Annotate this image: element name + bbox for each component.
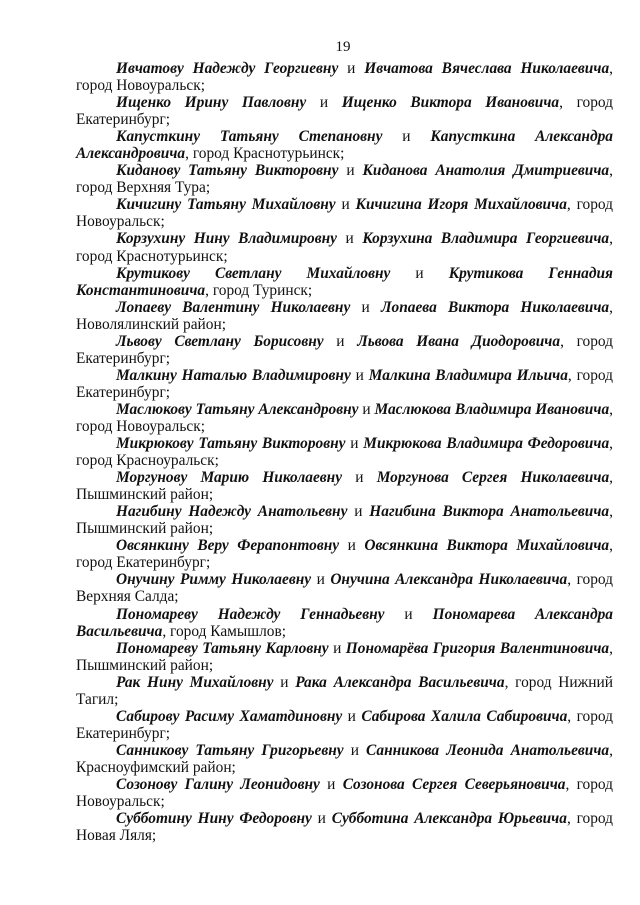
place-name: город Туринск; [212,281,313,299]
wife-name: Рак Нину Михайловну [116,673,274,691]
wife-name: Маслюкову Татьяну Александровну [116,400,359,418]
husband-name: Львова Ивана Диодоровича [357,332,561,350]
list-item: Маслюкову Татьяну Александровну и Маслюкова Владимира Ивановича, город Новоуральск; [76,400,614,435]
place-name: город Краснотурьинск; [76,247,228,265]
list-item: Львову Светлану Борисовну и Львова Ивана Диодоровича, город Екатеринбург; [76,332,613,367]
place-name: Новолялинский район; [76,315,226,333]
wife-name: Созонову Галину Леонидовну [116,775,320,793]
conjunction: и [355,469,364,487]
page-number: 19 [335,39,351,55]
list-item: Онучину Римму Николаевну и Онучина Александра Николаевича, город Верхняя Салда; [76,571,613,606]
husband-name: Рака Александра Васильевича [295,673,505,691]
list-item: Овсянкину Веру Ферапонтовну и Овсянкина Виктора Михайловича, город Екатеринбург; [76,537,613,572]
conjunction: и [347,537,356,555]
husband-name: Моргунова Сергея Николаевича [376,469,610,487]
wife-name: Сабирову Расиму Хаматдиновну [116,707,343,725]
list-item: Субботину Нину Федоровну и Субботина Александра Юрьевича, город Новая Ляля; [76,810,613,845]
wife-name: Крутикову Светлану Михайловну [116,264,391,282]
husband-name: Микрюкова Владимира Федоровича [363,435,610,453]
place-name: город Красноуральск; [76,452,219,470]
husband-name: Санникова Леонида Анатольевича [366,741,610,759]
wife-name: Онучину Римму Николаевну [116,571,312,589]
place-name: Пышминский район; [76,656,214,674]
list-item: Нагибину Надежду Анатольевну и Нагибина Виктора Анатольевича, Пышминский район; [76,503,613,538]
place-name: город Екатеринбург; [76,707,613,742]
husband-name: Кичигина Игоря Михайловича [355,196,567,214]
husband-name: Капусткина Александра Александровича [76,128,614,163]
husband-name: Пономарева Александра Васильевича [76,605,613,640]
husband-name: Крутикова Геннадия Константиновича [76,264,613,299]
list-item: Пономареву Татьяну Карловну и Пономарёва Григория Валентиновича, Пышминский район; [76,639,613,674]
document-body [76,60,613,844]
place-name: город Екатеринбург; [76,366,614,401]
conjunction: и [333,639,342,657]
list-item: Ищенко Ирину Павловну и Ищенко Виктора Ивановича, город Екатеринбург; [76,94,613,129]
list-item: Корзухину Нину Владимировну и Корзухина Владимира Георгиевича, город Краснотурьинск; [76,230,613,265]
wife-name: Малкину Наталью Владимировну [116,366,351,384]
conjunction: и [319,94,329,112]
husband-name: Созонова Сергея Северьяновича [342,775,566,793]
place-name: Красноуфимский район; [76,758,236,776]
list-item: Капусткину Татьяну Степановну и Капусткина Александра Александровича, город Краснотурьинск; [76,128,614,163]
conjunction: и [350,435,359,453]
conjunction: и [415,264,424,282]
list-item: Крутикову Светлану Михайловну и Крутикова Геннадия Константиновича, город Туринск; [76,264,613,299]
conjunction: и [404,605,413,623]
place-name: город Камышлов; [170,622,287,640]
list-item: Ивчатову Надежду Георгиевну и Ивчатова Вячеслава Николаевича, город Новоуральск; [76,60,613,95]
husband-name: Лопаева Виктора Николаевича [380,298,610,316]
wife-name: Санникову Татьяну Григорьевну [116,741,344,759]
wife-name: Моргунову Марию Николаевну [116,469,343,487]
husband-name: Ищенко Виктора Ивановича [341,94,560,112]
conjunction: и [316,571,325,589]
wife-name: Пономареву Татьяну Карловну [116,639,329,657]
place-name: город Новоуральск; [76,77,205,95]
wife-name: Ищенко Ирину Павловну [116,94,307,112]
wife-name: Киданову Татьяну Викторовну [116,162,339,180]
place-name: город Верхняя Салда; [76,571,613,606]
wife-name: Микрюкову Татьяну Викторовну [116,435,346,453]
conjunction: и [362,400,371,418]
husband-name: Ивчатова Вячеслава Николаевича [364,60,610,77]
conjunction: и [347,707,356,725]
husband-name: Корзухина Владимира Георгиевича [362,230,610,248]
list-item: Санникову Татьяну Григорьевну и Санникова Леонида Анатольевича, Красноуфимский район; [76,741,613,776]
place-name: город Екатеринбург; [76,94,613,129]
place-name: город Краснотурьинск; [192,145,345,163]
husband-name: Малкина Владимира Ильича [368,366,568,384]
list-item: Созонову Галину Леонидовну и Созонова Сергея Северьяновича, город Новоуральск; [76,775,613,811]
husband-name: Нагибина Виктора Анатольевича [369,503,610,521]
list-item: Моргунову Марию Николаевну и Моргунова Сергея Николаевича, Пышминский район; [76,469,613,504]
place-name: город Верхняя Тура; [76,179,211,197]
place-name: город Нижний Тагил; [76,673,613,708]
husband-name: Пономарёва Григория Валентиновича [345,639,610,657]
list-item: Пономареву Надежду Геннадьевну и Пономарева Александра Васильевича, город Камышлов; [76,605,613,640]
place-name: город Новоуральск; [76,775,613,811]
husband-name: Онучина Александра Николаевича [330,571,568,589]
place-name: город Екатеринбург; [76,554,211,572]
wife-name: Лопаеву Валентину Николаевну [116,298,351,316]
conjunction: и [346,162,355,180]
wife-name: Ивчатову Надежду Георгиевну [116,60,339,77]
list-item: Киданову Татьяну Викторовну и Киданова Анатолия Дмитриевича, город Верхняя Тура; [76,162,613,197]
conjunction: и [341,196,350,214]
wife-name: Овсянкину Веру Ферапонтовну [116,537,340,555]
wife-name: Корзухину Нину Владимировну [116,230,337,248]
list-item: Кичигину Татьяну Михайловну и Кичигина Игоря Михайловича, город Новоуральск; [76,196,613,231]
wife-name: Субботину Нину Федоровну [116,810,312,828]
husband-name: Маслюкова Владимира Ивановича [374,400,610,418]
wife-name: Нагибину Надежду Анатольевну [116,503,348,521]
place-name: Пышминский район; [76,486,214,504]
list-item: Лопаеву Валентину Николаевну и Лопаева Виктора Николаевича, Новолялинский район; [76,298,613,333]
list-item: Микрюкову Татьяну Викторовну и Микрюкова Владимира Федоровича, город Красноуральск; [76,435,613,470]
conjunction: и [327,775,336,793]
husband-name: Сабирова Халила Сабировича [361,707,568,725]
conjunction: и [345,230,354,248]
list-item: Сабирову Расиму Хаматдиновну и Сабирова Халила Сабировича, город Екатеринбург; [76,707,613,742]
conjunction: и [347,60,356,77]
place-name: город Екатеринбург; [76,332,613,367]
conjunction: и [354,503,363,521]
list-item: Малкину Наталью Владимировну и Малкина Владимира Ильича, город Екатеринбург; [76,366,614,401]
husband-name: Субботина Александра Юрьевича [331,810,567,828]
place-name: город Новоуральск; [76,417,205,435]
wife-name: Львову Светлану Борисовну [116,332,324,350]
wife-name: Капусткину Татьяну Степановну [116,128,383,146]
husband-name: Овсянкина Виктора Михайловича [364,537,610,555]
conjunction: и [336,332,345,350]
list-item: Рак Нину Михайловну и Рака Александра Васильевича, город Нижний Тагил; [76,673,613,708]
conjunction: и [361,298,370,316]
conjunction: и [350,741,359,759]
conjunction: и [355,366,364,384]
conjunction: и [317,810,326,828]
conjunction: и [402,128,411,146]
wife-name: Кичигину Татьяну Михайловну [116,196,336,214]
conjunction: и [280,673,289,691]
husband-name: Киданова Анатолия Дмитриевича [362,162,610,180]
place-name: Пышминский район; [76,520,214,538]
wife-name: Пономареву Надежду Геннадьевну [116,605,385,623]
place-name: город Новая Ляля; [76,810,613,845]
place-name: город Новоуральск; [76,196,613,231]
